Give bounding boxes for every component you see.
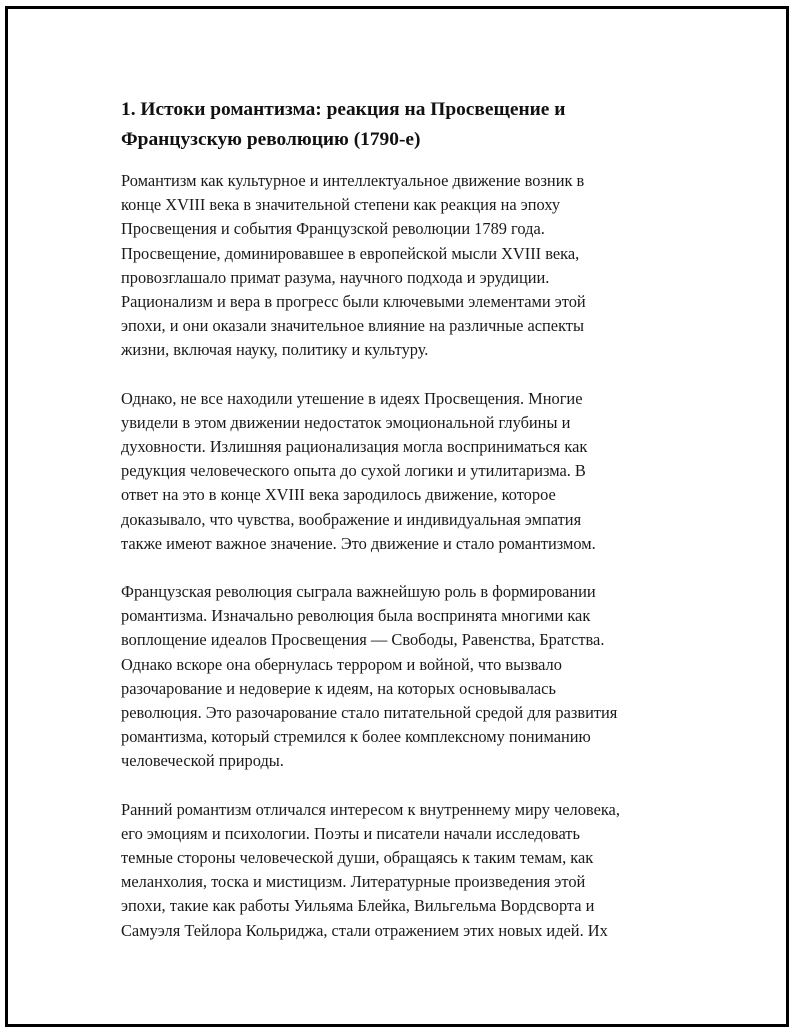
paragraph xyxy=(121,798,696,943)
text-line: эпохи, и они оказали значительное влияние на различные аспекты xyxy=(121,316,584,336)
paragraph xyxy=(121,387,696,556)
text-line: Романтизм как культурное и интеллектуальное движение возник в xyxy=(121,171,585,190)
text-line: революция. Это разочарование стало питательной средой для развития xyxy=(121,703,618,723)
document-page xyxy=(5,6,789,1027)
text-line: Однако вскоре она обернулась террором и войной, что вызвало xyxy=(121,654,562,674)
heading-line: Французскую революцию (1790-е) xyxy=(121,129,421,150)
text-line: темные стороны человеческой души, обращаясь к таким темам, как xyxy=(121,848,594,868)
text-line: доказывало, что чувства, воображение и индивидуальная эмпатия xyxy=(121,509,582,529)
text-line: Однако, не все находили утешение в идеях Просвещения. Многие xyxy=(121,388,583,408)
text-line: конце XVIII века в значительной степени как реакция на эпоху xyxy=(121,195,561,215)
section-heading xyxy=(121,95,696,155)
text-line: меланхолия, тоска и мистицизм. Литературные произведения этой xyxy=(121,872,586,892)
text-line: его эмоциям и психологии. Поэты и писатели начали исследовать xyxy=(121,823,580,843)
text-line: разочарование и недоверие к идеям, на которых основывалась xyxy=(121,678,556,698)
text-line: увидели в этом движении недостаток эмоциональной глубины и xyxy=(121,412,571,432)
text-line: ответ на это в конце XVIII века зародилось движение, которое xyxy=(121,485,556,505)
paragraph xyxy=(121,580,696,774)
text-line: романтизма, который стремился к более комплексному пониманию xyxy=(121,727,591,747)
text-line: Просвещение, доминировавшее в европейской мысли XVIII века, xyxy=(121,243,580,263)
text-line: провозглашало примат разума, научного подхода и эрудиции. xyxy=(121,267,550,287)
text-line: также имеют важное значение. Это движение и стало романтизмом. xyxy=(121,533,596,553)
paragraph xyxy=(121,169,696,363)
text-line: жизни, включая науку, политику и культуру. xyxy=(121,340,429,360)
text-line: Французская революция сыграла важнейшую роль в формировании xyxy=(121,582,596,602)
text-line: эпохи, такие как работы Уильяма Блейка, Вильгельма Вордсворта и xyxy=(121,896,595,916)
text-line: романтизма. Изначально революция была воспринята многими как xyxy=(121,606,591,626)
text-line: редукция человеческого опыта до сухой логики и утилитаризма. В xyxy=(121,461,586,481)
text-line: человеческой природы. xyxy=(121,751,284,771)
text-line: Рационализм и вера в прогресс были ключевыми элементами этой xyxy=(121,292,586,312)
document-body xyxy=(121,95,696,967)
heading-line: 1. Истоки романтизма: реакция на Просвещение и xyxy=(121,99,566,120)
text-line: Просвещения и события Французской революции 1789 года. xyxy=(121,219,545,239)
text-line: Ранний романтизм отличался интересом к внутреннему миру человека, xyxy=(121,799,620,819)
text-line: воплощение идеалов Просвещения — Свободы, Равенства, Братства. xyxy=(121,630,605,650)
text-line: Самуэля Тейлора Кольриджа, стали отражением этих новых идей. Их xyxy=(121,920,608,940)
text-line: духовности. Излишняя рационализация могла восприниматься как xyxy=(121,437,588,457)
